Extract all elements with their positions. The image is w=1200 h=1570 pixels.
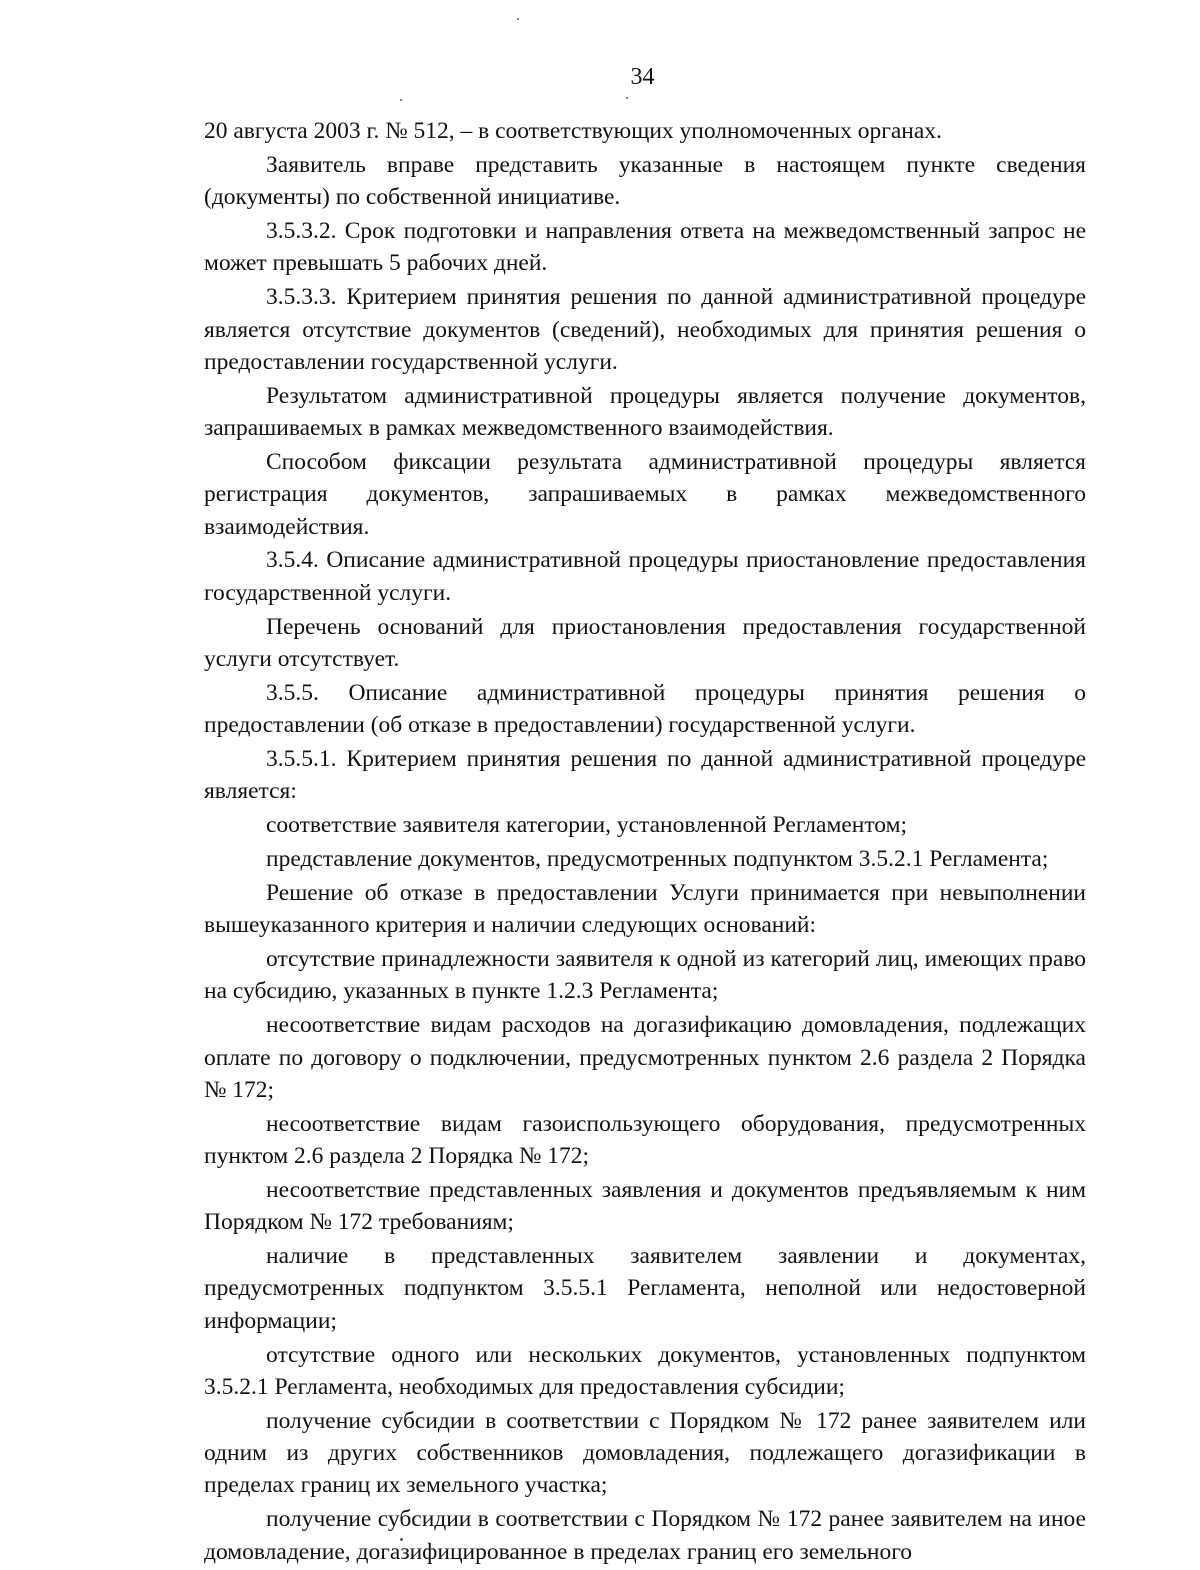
list-item: представление документов, предусмотренных подпунктом 3.5.2.1 Регламента; (266, 846, 1049, 873)
list-item: получение субсидии в соответствии с Порядком № 172 ранее заявителем на иное домовладение, догазифицированное в пределах границ его земельного (204, 1506, 1086, 1565)
list-item: наличие в представленных заявителем заявлении и документах, предусмотренных подпунктом 3.5.5.1 Регламента, неполной или недостоверной информации; (204, 1243, 1086, 1334)
body-text (204, 115, 1086, 1570)
paragraph: 3.5.3.3. Критерием принятия решения по данной административной процедуре является отсутствие документов (сведений), необходимых для принятия решения о предоставлении государственной услуги. (204, 284, 1086, 375)
scan-speck (626, 97, 628, 99)
scan-speck (517, 18, 519, 20)
paragraph: Результатом административной процедуры является получение документов, запрашиваемых в рамках межведомственного взаимодействия. (204, 382, 1086, 442)
paragraph: Решение об отказе в предоставлении Услуги принимается при невыполнении вышеуказанного критерия и наличии следующих оснований: (204, 879, 1086, 939)
list-item: отсутствие одного или нескольких документов, установленных подпунктом 3.5.2.1 Регламента, необходимых для предоставления субсидии; (204, 1341, 1086, 1400)
paragraph: Способом фиксации результата административной процедуры является регистрация документов, запрашиваемых в рамках межведомственного взаимодействия. (204, 448, 1086, 540)
paragraph: Заявитель вправе представить указанные в настоящем пункте сведения (документы) по собственной инициативе. (204, 151, 1086, 211)
list-item: несоответствие видам расходов на догазификацию домовладения, подлежащих оплате по договору о подключении, предусмотренных пунктом 2.6 раздела 2 Порядка № 172; (204, 1012, 1086, 1103)
page-number: 34 (630, 64, 655, 90)
paragraph: 3.5.5.1. Критерием принятия решения по данной административной процедуре является: (204, 745, 1086, 805)
paragraph: 3.5.4. Описание административной процедуры приостановление предоставления государственной услуги. (204, 547, 1086, 606)
list-item: отсутствие принадлежности заявителя к одной из категорий лиц, имеющих право на субсидию, указанных в пункте 1.2.3 Регламента; (204, 946, 1086, 1005)
list-item: несоответствие представленных заявления и документов предъявляемым к ним Порядком № 172 требованиям; (204, 1177, 1086, 1236)
paragraph: 3.5.5. Описание административной процедуры принятия решения о предоставлении (об отказе в предоставлении) государственной услуги. (204, 679, 1086, 739)
list-item: несоответствие видам газоиспользующего оборудования, предусмотренных пунктом 2.6 раздела 2 Порядка № 172; (204, 1110, 1086, 1170)
list-item: получение субсидии в соответствии с Порядком № 172 ранее заявителем или одним из других собственников домовладения, подлежащего догазификации в пределах границ их земельного участка; (204, 1407, 1086, 1499)
paragraph: 20 августа 2003 г. № 512, – в соответствующих уполномоченных органах. (204, 118, 942, 144)
list-item: соответствие заявителя категории, установленной Регламентом; (266, 812, 907, 839)
paragraph: Перечень оснований для приостановления предоставления государственной услуги отсутствует. (204, 613, 1086, 672)
paragraph: 3.5.3.2. Срок подготовки и направления ответа на межведомственный запрос не может превышать 5 рабочих дней. (204, 218, 1086, 277)
scan-speck (400, 99, 402, 101)
